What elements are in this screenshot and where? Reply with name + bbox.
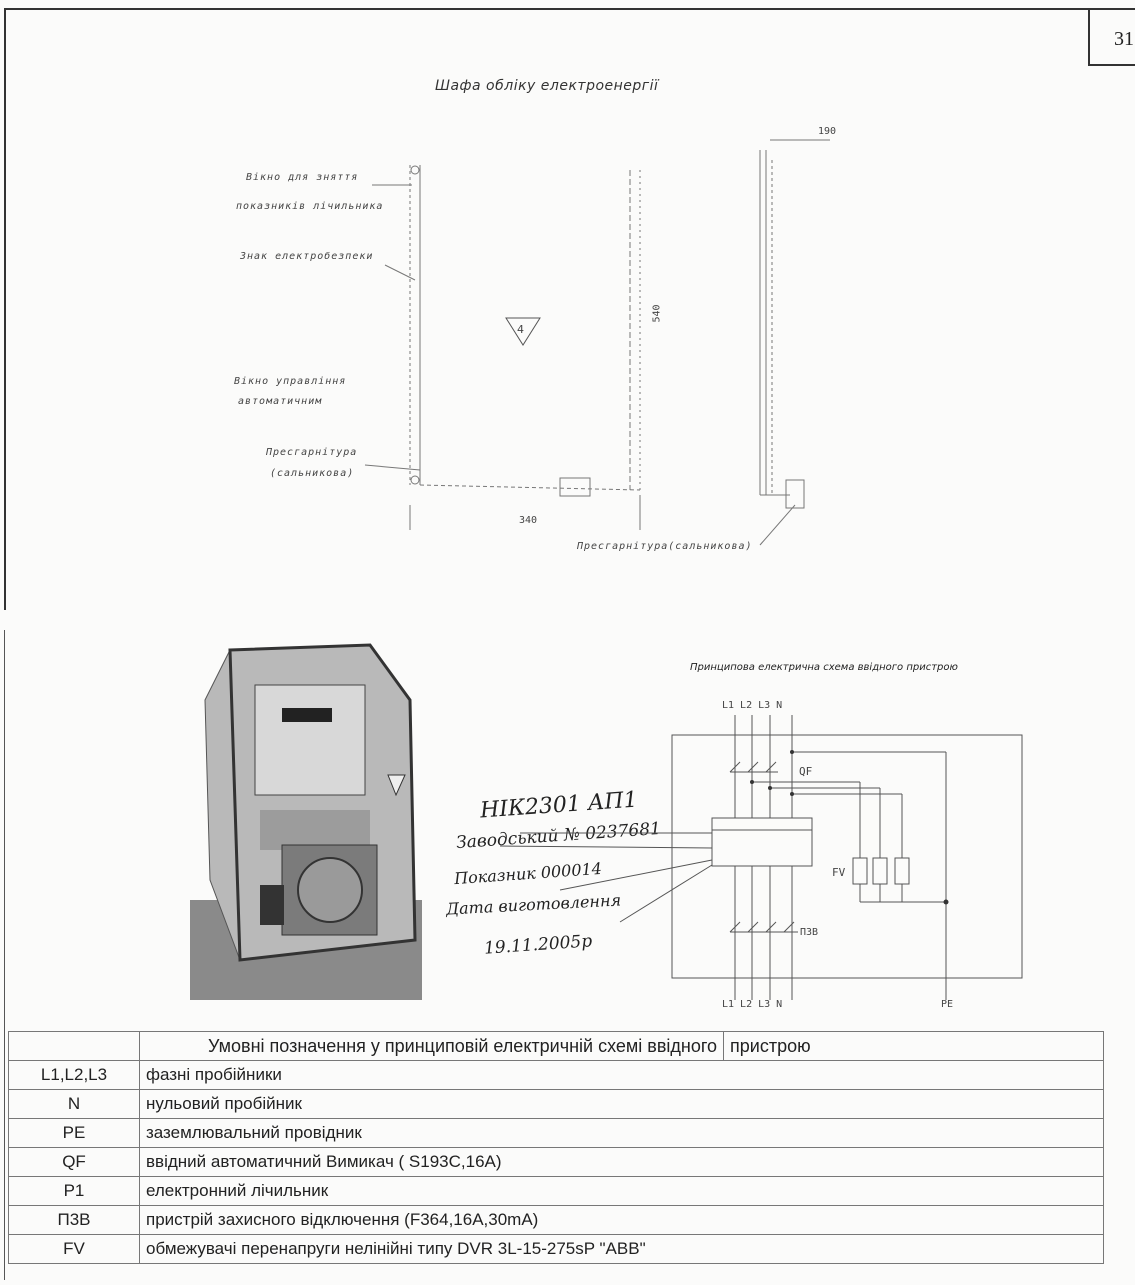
callout-control-1: Вікно управління <box>234 376 347 387</box>
schematic-diagram <box>440 700 1040 1020</box>
legend-symbol: FV <box>9 1235 140 1264</box>
handwritten-model: НІК2301 АП1 <box>479 787 639 824</box>
callout-safety-sign: Знак електробезпеки <box>240 251 374 262</box>
callout-gland-1: Пресгарнітура <box>266 447 358 458</box>
handwritten-serial: Заводський № 0237681 <box>455 818 662 854</box>
legend-row <box>9 1206 1104 1235</box>
legend-description: фазні пробійники <box>140 1061 1104 1090</box>
pzv-label: П3В <box>800 927 819 938</box>
legend-symbol: L1,L2,L3 <box>9 1061 140 1090</box>
legend-row <box>9 1177 1104 1206</box>
bottom-terminals: L1 L2 L3 N <box>722 999 783 1010</box>
callout-control-2: автоматичним <box>238 396 323 407</box>
legend-header-cell <box>140 1032 1104 1061</box>
legend-header-empty <box>9 1032 140 1061</box>
handwritten-date-label: Дата виготовлення <box>445 890 622 919</box>
legend-table <box>8 1031 1104 1264</box>
legend-row <box>9 1090 1104 1119</box>
legend-symbol: PE <box>9 1119 140 1148</box>
legend-symbol: П3В <box>9 1206 140 1235</box>
dimension-height: 540 <box>651 304 663 323</box>
callout-window-2: показників лічильника <box>236 201 384 212</box>
callout-gland-bottom: Пресгарнітура(сальникова) <box>577 541 753 552</box>
legend-description: заземлювальний провідник <box>140 1119 1104 1148</box>
dimension-width: 340 <box>519 515 538 526</box>
legend-description: пристрій захисного відключення (F364,16A,30mA) <box>140 1206 1104 1235</box>
legend-symbol: P1 <box>9 1177 140 1206</box>
top-terminals: L1 L2 L3 N <box>722 700 783 711</box>
legend-description: обмежувачі перенапруги нелінійні типу DVR 3L-15-275sP "ABB" <box>140 1235 1104 1264</box>
legend-symbol: N <box>9 1090 140 1119</box>
left-margin-line <box>4 630 5 1280</box>
callout-gland-2: (сальникова) <box>270 468 355 479</box>
legend-symbol: QF <box>9 1148 140 1177</box>
page-number: 31 <box>1088 8 1135 66</box>
legend-header-row <box>9 1032 1104 1061</box>
legend-row <box>9 1119 1104 1148</box>
legend-description: ввідний автоматичний Вимикач ( S193C,16A) <box>140 1148 1104 1177</box>
pe-label: PE <box>941 999 954 1010</box>
warning-symbol: 4 <box>517 323 524 336</box>
cabinet-drawing <box>0 0 1135 610</box>
callout-window-1: Вікно для зняття <box>246 172 359 183</box>
legend-title-extra: пристрою <box>730 1035 811 1056</box>
legend-title: Умовні позначення у принциповій електричній схемі ввідного <box>140 1032 724 1060</box>
cabinet-title: Шафа обліку електроенергії <box>435 78 659 94</box>
meter-cabinet-photo <box>190 640 422 1000</box>
legend-description: електронний лічильник <box>140 1177 1104 1206</box>
legend-row <box>9 1235 1104 1264</box>
handwritten-reading: Показник 000014 <box>453 858 603 889</box>
legend-description: нульовий пробійник <box>140 1090 1104 1119</box>
legend-row <box>9 1061 1104 1090</box>
handwritten-date: 19.11.2005р <box>483 931 593 959</box>
schematic-title: Принципова електрична схема ввідного пристрою <box>690 662 958 673</box>
qf-label: QF <box>799 765 813 778</box>
legend-row <box>9 1148 1104 1177</box>
fv-label: FV <box>832 866 846 879</box>
dimension-depth: 190 <box>818 126 837 137</box>
